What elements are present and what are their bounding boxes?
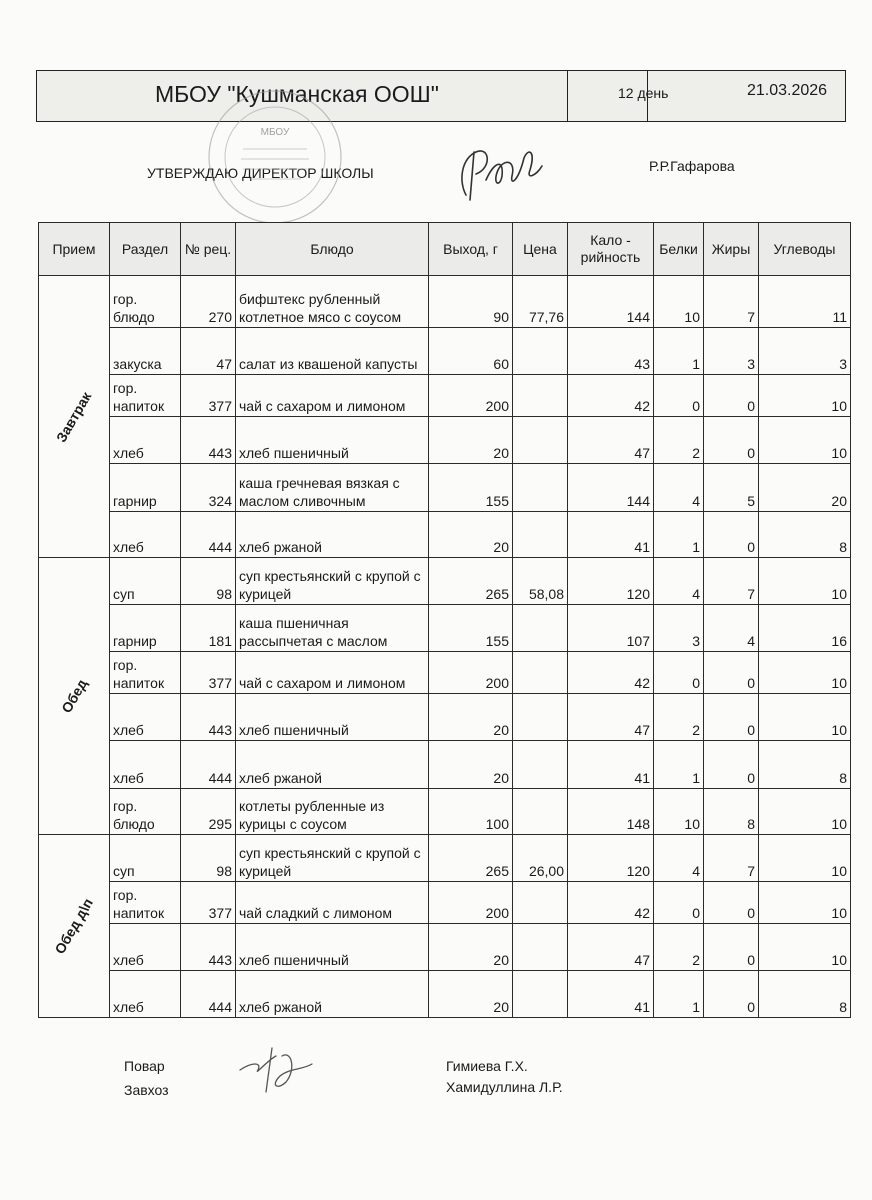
price-cell (513, 464, 568, 512)
fat-cell: 0 (704, 652, 759, 694)
fat-cell: 0 (704, 741, 759, 789)
column-header: Жиры (704, 223, 759, 276)
calories-cell: 47 (568, 417, 654, 464)
recipe-number-cell: 444 (181, 971, 236, 1018)
output-cell: 20 (429, 741, 513, 789)
dish-cell: каша пшеничная рассыпчетая с маслом (236, 605, 429, 652)
manager-name: Хамидуллина Л.Р. (446, 1079, 563, 1095)
fat-cell: 0 (704, 417, 759, 464)
protein-cell: 4 (654, 558, 704, 605)
recipe-number-cell: 443 (181, 924, 236, 971)
approval-text: УТВЕРЖДАЮ ДИРЕКТОР ШКОЛЫ (147, 165, 374, 181)
output-cell: 20 (429, 512, 513, 558)
section-cell: гор. напиток (110, 375, 181, 417)
output-cell: 60 (429, 328, 513, 375)
table-row (39, 789, 851, 835)
school-name: МБОУ "Кушманская ООШ" (155, 81, 439, 107)
carbs-cell: 8 (759, 512, 851, 558)
section-cell: гор. напиток (110, 882, 181, 924)
table-row (39, 512, 851, 558)
section-cell: суп (110, 835, 181, 882)
column-header: Блюдо (236, 223, 429, 276)
dish-cell: чай с сахаром и лимоном (236, 375, 429, 417)
calories-cell: 144 (568, 276, 654, 328)
protein-cell: 1 (654, 971, 704, 1018)
price-cell (513, 882, 568, 924)
section-cell: хлеб (110, 741, 181, 789)
dish-cell: чай с сахаром и лимоном (236, 652, 429, 694)
output-cell: 20 (429, 417, 513, 464)
output-cell: 20 (429, 694, 513, 741)
cook-label: Повар (124, 1058, 165, 1074)
recipe-number-cell: 270 (181, 276, 236, 328)
recipe-number-cell: 444 (181, 512, 236, 558)
protein-cell: 3 (654, 605, 704, 652)
column-header: Выход, г (429, 223, 513, 276)
protein-cell: 10 (654, 276, 704, 328)
column-header: Кало - рийность (568, 223, 654, 276)
carbs-cell: 10 (759, 558, 851, 605)
school-stamp (205, 87, 345, 227)
protein-cell: 4 (654, 464, 704, 512)
price-cell: 26,00 (513, 835, 568, 882)
section-cell: хлеб (110, 512, 181, 558)
dish-cell: хлеб пшеничный (236, 417, 429, 464)
recipe-number-cell: 98 (181, 558, 236, 605)
column-header: Раздел (110, 223, 181, 276)
fat-cell: 7 (704, 558, 759, 605)
carbs-cell: 10 (759, 882, 851, 924)
output-cell: 155 (429, 464, 513, 512)
section-cell: суп (110, 558, 181, 605)
price-cell (513, 789, 568, 835)
recipe-number-cell: 377 (181, 652, 236, 694)
calories-cell: 42 (568, 375, 654, 417)
section-cell: хлеб (110, 417, 181, 464)
dish-cell: хлеб ржаной (236, 741, 429, 789)
carbs-cell: 10 (759, 789, 851, 835)
calories-cell: 41 (568, 741, 654, 789)
price-cell: 77,76 (513, 276, 568, 328)
carbs-cell: 10 (759, 375, 851, 417)
fat-cell: 8 (704, 789, 759, 835)
table-row (39, 971, 851, 1018)
output-cell: 155 (429, 605, 513, 652)
recipe-number-cell: 377 (181, 375, 236, 417)
price-cell (513, 741, 568, 789)
dish-cell: суп крестьянский с крупой с курицей (236, 558, 429, 605)
price-cell (513, 375, 568, 417)
section-cell: гор. блюдо (110, 789, 181, 835)
carbs-cell: 20 (759, 464, 851, 512)
calories-cell: 41 (568, 971, 654, 1018)
protein-cell: 1 (654, 741, 704, 789)
meal-label: Обед д\п (51, 895, 97, 957)
meal-cell (39, 276, 110, 558)
table-row (39, 882, 851, 924)
dish-cell: котлеты рубленные из курицы с соусом (236, 789, 429, 835)
output-cell: 100 (429, 789, 513, 835)
calories-cell: 42 (568, 882, 654, 924)
carbs-cell: 11 (759, 276, 851, 328)
section-cell: хлеб (110, 971, 181, 1018)
recipe-number-cell: 443 (181, 694, 236, 741)
recipe-number-cell: 98 (181, 835, 236, 882)
column-header: Белки (654, 223, 704, 276)
protein-cell: 4 (654, 835, 704, 882)
table-header-row (39, 223, 851, 276)
fat-cell: 0 (704, 512, 759, 558)
calories-cell: 120 (568, 558, 654, 605)
section-cell: гор. блюдо (110, 276, 181, 328)
carbs-cell: 8 (759, 741, 851, 789)
recipe-number-cell: 377 (181, 882, 236, 924)
column-header: Цена (513, 223, 568, 276)
svg-text:МБОУ: МБОУ (260, 127, 290, 138)
calories-cell: 42 (568, 652, 654, 694)
section-cell: хлеб (110, 924, 181, 971)
director-signature (452, 140, 552, 210)
table-row (39, 694, 851, 741)
menu-date: 21.03.2026 (747, 82, 828, 99)
recipe-number-cell: 295 (181, 789, 236, 835)
fat-cell: 7 (704, 835, 759, 882)
header-divider (567, 71, 568, 121)
price-cell: 58,08 (513, 558, 568, 605)
protein-cell: 2 (654, 924, 704, 971)
price-cell (513, 924, 568, 971)
price-cell (513, 328, 568, 375)
table-row (39, 835, 851, 882)
price-cell (513, 694, 568, 741)
protein-cell: 10 (654, 789, 704, 835)
table-row (39, 558, 851, 605)
dish-cell: хлеб пшеничный (236, 924, 429, 971)
carbs-cell: 10 (759, 417, 851, 464)
menu-table (38, 222, 851, 1018)
output-cell: 20 (429, 971, 513, 1018)
carbs-cell: 10 (759, 924, 851, 971)
calories-cell: 47 (568, 694, 654, 741)
recipe-number-cell: 324 (181, 464, 236, 512)
dish-cell: хлеб ржаной (236, 971, 429, 1018)
table-row (39, 652, 851, 694)
carbs-cell: 3 (759, 328, 851, 375)
recipe-number-cell: 443 (181, 417, 236, 464)
price-cell (513, 971, 568, 1018)
dish-cell: каша гречневая вязкая с маслом сливочным (236, 464, 429, 512)
carbs-cell: 8 (759, 971, 851, 1018)
section-cell: гарнир (110, 464, 181, 512)
table-row (39, 328, 851, 375)
meal-cell (39, 835, 110, 1018)
column-header: Прием (39, 223, 110, 276)
output-cell: 200 (429, 375, 513, 417)
protein-cell: 0 (654, 882, 704, 924)
manager-label: Завхоз (124, 1082, 169, 1098)
output-cell: 265 (429, 558, 513, 605)
table-row (39, 276, 851, 328)
calories-cell: 144 (568, 464, 654, 512)
price-cell (513, 512, 568, 558)
section-cell: гарнир (110, 605, 181, 652)
recipe-number-cell: 47 (181, 328, 236, 375)
column-header: Углеводы (759, 223, 851, 276)
protein-cell: 0 (654, 375, 704, 417)
fat-cell: 3 (704, 328, 759, 375)
dish-cell: хлеб пшеничный (236, 694, 429, 741)
calories-cell: 41 (568, 512, 654, 558)
fat-cell: 0 (704, 375, 759, 417)
section-cell: закуска (110, 328, 181, 375)
output-cell: 90 (429, 276, 513, 328)
carbs-cell: 10 (759, 835, 851, 882)
table-row (39, 464, 851, 512)
calories-cell: 148 (568, 789, 654, 835)
table-row (39, 924, 851, 971)
cook-name: Гимиева Г.Х. (446, 1058, 528, 1074)
protein-cell: 2 (654, 694, 704, 741)
meal-label: Завтрак (53, 388, 95, 445)
recipe-number-cell: 181 (181, 605, 236, 652)
cook-signature (232, 1040, 322, 1100)
table-row (39, 375, 851, 417)
protein-cell: 1 (654, 512, 704, 558)
protein-cell: 2 (654, 417, 704, 464)
output-cell: 265 (429, 835, 513, 882)
fat-cell: 0 (704, 882, 759, 924)
dish-cell: хлеб ржаной (236, 512, 429, 558)
output-cell: 200 (429, 652, 513, 694)
protein-cell: 1 (654, 328, 704, 375)
menu-day: 12 день (618, 85, 669, 101)
price-cell (513, 605, 568, 652)
fat-cell: 0 (704, 924, 759, 971)
calories-cell: 47 (568, 924, 654, 971)
dish-cell: суп крестьянский с крупой с курицей (236, 835, 429, 882)
fat-cell: 5 (704, 464, 759, 512)
meal-label: Обед (58, 676, 90, 716)
fat-cell: 0 (704, 694, 759, 741)
section-cell: хлеб (110, 694, 181, 741)
table-row (39, 605, 851, 652)
recipe-number-cell: 444 (181, 741, 236, 789)
calories-cell: 107 (568, 605, 654, 652)
section-cell: гор. напиток (110, 652, 181, 694)
price-cell (513, 652, 568, 694)
carbs-cell: 10 (759, 694, 851, 741)
price-cell (513, 417, 568, 464)
carbs-cell: 16 (759, 605, 851, 652)
header-box (36, 70, 846, 122)
dish-cell: бифштекс рубленный котлетное мясо с соусом (236, 276, 429, 328)
fat-cell: 7 (704, 276, 759, 328)
menu-body (39, 276, 851, 1018)
output-cell: 200 (429, 882, 513, 924)
meal-cell (39, 558, 110, 835)
fat-cell: 0 (704, 971, 759, 1018)
dish-cell: салат из квашеной капусты (236, 328, 429, 375)
output-cell: 20 (429, 924, 513, 971)
calories-cell: 43 (568, 328, 654, 375)
calories-cell: 120 (568, 835, 654, 882)
column-header: № рец. (181, 223, 236, 276)
dish-cell: чай сладкий с лимоном (236, 882, 429, 924)
carbs-cell: 10 (759, 652, 851, 694)
protein-cell: 0 (654, 652, 704, 694)
table-row (39, 417, 851, 464)
table-row (39, 741, 851, 789)
fat-cell: 4 (704, 605, 759, 652)
director-name: Р.Р.Гафарова (649, 158, 735, 174)
